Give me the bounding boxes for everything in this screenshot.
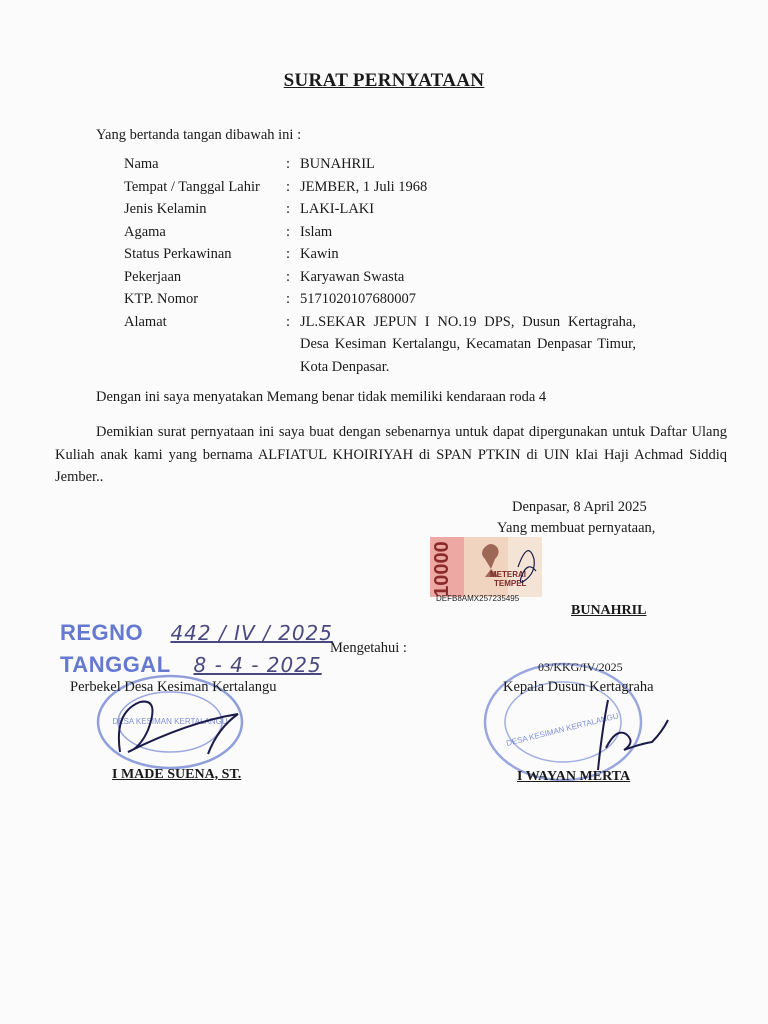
field-row-status bbox=[124, 243, 644, 266]
field-colon: : bbox=[286, 156, 291, 172]
field-value: Karyawan Swasta bbox=[300, 268, 405, 285]
maker-label: Yang membuat pernyataan, bbox=[497, 520, 656, 536]
meterai-stamp-image bbox=[430, 537, 542, 603]
field-colon: : bbox=[286, 178, 291, 195]
document-title: SURAT PERNYATAAN bbox=[283, 70, 485, 91]
meterai-stamp bbox=[430, 537, 542, 603]
field-label: Pekerjaan bbox=[124, 268, 182, 285]
right-official-title: Kepala Dusun Kertagraha bbox=[503, 679, 654, 695]
field-colon: : bbox=[286, 246, 291, 262]
regno-value: 442 / IV / 2025 bbox=[170, 621, 333, 645]
field-value: Kawin bbox=[300, 246, 339, 262]
field-value: JL.SEKAR JEPUN I NO.19 DPS, Dusun Kertagraha, Desa Kesiman Kertalangu, Kecamatan Denpasar Timur, Kota Denpasar. bbox=[300, 313, 636, 375]
place-date: Denpasar, 8 April 2025 bbox=[512, 499, 647, 515]
signer-name: BUNAHRIL bbox=[571, 603, 647, 618]
meterai-serial: DEFB8AMX257235495 bbox=[436, 594, 520, 603]
identity-fields bbox=[124, 153, 644, 378]
left-official-title: Perbekel Desa Kesiman Kertalangu bbox=[70, 679, 277, 695]
field-value: JEMBER, 1 Juli 1968 bbox=[300, 178, 428, 195]
statement-text: Dengan ini saya menyatakan Memang benar tidak memiliki kendaraan roda 4 bbox=[96, 389, 547, 405]
field-label: Agama bbox=[124, 223, 166, 240]
regno-line bbox=[60, 620, 333, 646]
right-official-number: 03/KKG/IV/2025 bbox=[538, 660, 623, 674]
field-colon: : bbox=[286, 223, 291, 240]
field-row-ttl bbox=[124, 176, 644, 199]
field-label: Tempat / Tanggal Lahir bbox=[124, 178, 260, 195]
field-colon: : bbox=[286, 268, 291, 285]
mengetahui-label: Mengetahui : bbox=[330, 640, 407, 656]
tanggal-value: 8 - 4 - 2025 bbox=[193, 653, 322, 677]
field-row-nama bbox=[124, 153, 644, 176]
closing-paragraph: Demikian surat pernyataan ini saya buat dengan sebenarnya untuk dapat dipergunakan untuk Daftar Ulang Kuliah anak kami yang bernama ALFIATUL KHOIRIYAH di SPAN PTKIN di UIN kIai Haji Achmad Siddiq Jember.. bbox=[55, 424, 727, 485]
left-official-name: I MADE SUENA, ST. bbox=[112, 767, 242, 782]
meterai-text-2: TEMPEL bbox=[494, 579, 527, 588]
field-colon: : bbox=[286, 201, 291, 217]
field-row-agama bbox=[124, 221, 644, 244]
field-row-ktp bbox=[124, 288, 644, 311]
field-label: Alamat bbox=[124, 313, 167, 330]
field-row-alamat bbox=[124, 311, 644, 379]
field-label: Jenis Kelamin bbox=[124, 201, 207, 217]
field-row-jenis-kelamin bbox=[124, 198, 644, 221]
field-label: Status Perkawinan bbox=[124, 246, 232, 262]
field-label: Nama bbox=[124, 156, 159, 172]
field-colon: : bbox=[286, 313, 291, 330]
tanggal-label: TANGGAL bbox=[60, 652, 171, 677]
field-colon: : bbox=[286, 291, 291, 307]
field-value: 5171020107680007 bbox=[300, 291, 416, 307]
field-value: BUNAHRIL bbox=[300, 156, 375, 172]
field-label: KTP. Nomor bbox=[124, 291, 199, 307]
intro-text: Yang bertanda tangan dibawah ini : bbox=[96, 127, 302, 143]
meterai-amount: 10000 bbox=[431, 541, 453, 597]
regno-label: REGNO bbox=[60, 620, 144, 645]
field-row-pekerjaan bbox=[124, 266, 644, 289]
right-seal-text: DESA KESIMAN KERTALANGU bbox=[505, 711, 620, 748]
left-seal-text: DESA KESIMAN KERTALANGU bbox=[112, 717, 228, 726]
right-official-name: I WAYAN MERTA bbox=[517, 769, 631, 784]
field-value: LAKI-LAKI bbox=[300, 201, 375, 217]
meterai-text-1: METERAI bbox=[490, 570, 526, 579]
field-value: Islam bbox=[300, 223, 333, 240]
